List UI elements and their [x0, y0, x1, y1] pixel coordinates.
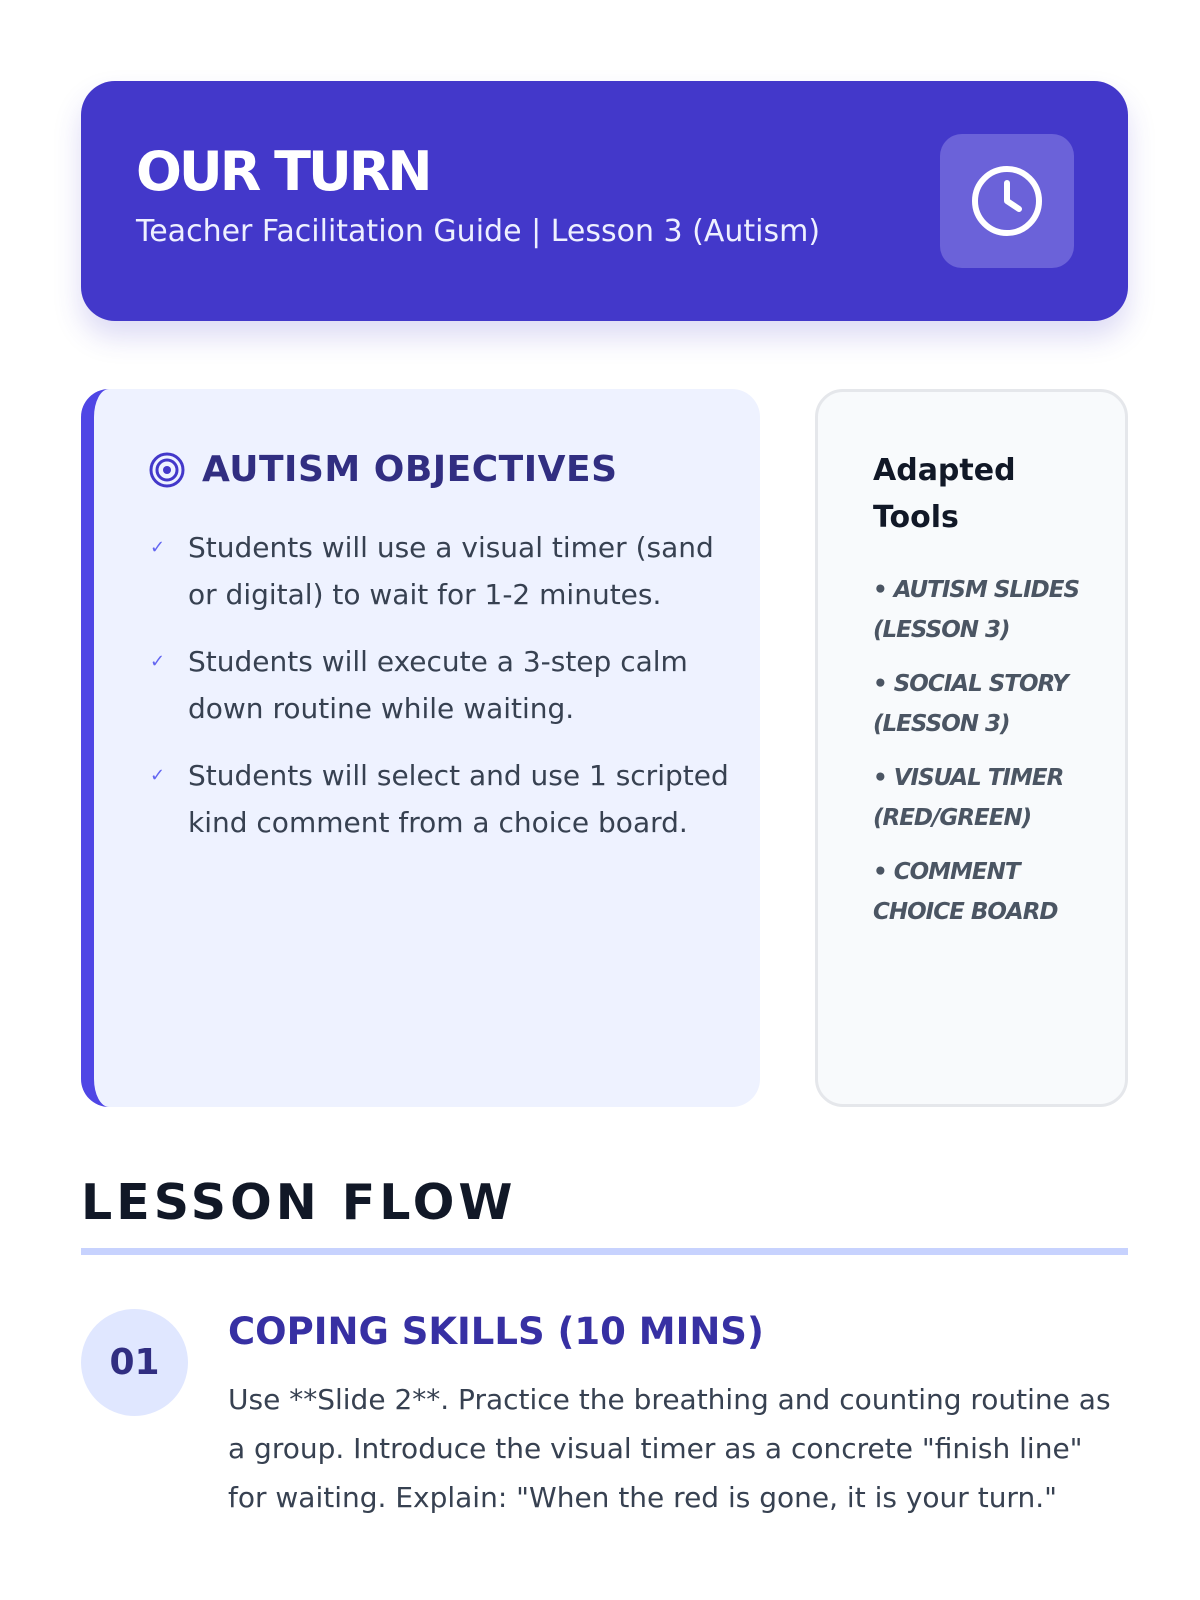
- page-subtitle: Teacher Facilitation Guide | Lesson 3 (Autism): [136, 214, 821, 249]
- objective-text: Students will use a visual timer (sand or digital) to wait for 1-2 minutes.: [188, 531, 714, 611]
- adapted-tools-list: [873, 570, 1103, 946]
- target-icon: [148, 451, 186, 489]
- step-title: COPING SKILLS (10 MINS): [228, 1310, 764, 1353]
- lesson-flow-divider: [81, 1248, 1128, 1255]
- step-number-badge: [81, 1309, 188, 1416]
- objective-item: [150, 638, 730, 732]
- tool-item: • SOCIAL STORY (LESSON 3): [873, 671, 1068, 737]
- objective-item: [150, 752, 730, 846]
- page-title: OUR TURN: [136, 140, 430, 203]
- page-header: [81, 81, 1128, 321]
- checkmark-icon: ✓: [150, 765, 166, 785]
- objectives-heading: [148, 449, 618, 490]
- objectives-heading-text: AUTISM OBJECTIVES: [202, 449, 618, 490]
- adapted-tools-card: [815, 389, 1128, 1107]
- checkmark-icon: ✓: [150, 537, 166, 557]
- lesson-flow-heading: LESSON FLOW: [81, 1174, 517, 1231]
- objective-text: Students will execute a 3-step calm down routine while waiting.: [188, 645, 688, 725]
- step-number: 01: [109, 1342, 160, 1383]
- tool-item: • AUTISM SLIDES (LESSON 3): [873, 577, 1080, 643]
- tool-item: • COMMENT CHOICE BOARD: [873, 859, 1058, 925]
- clock-icon: [969, 163, 1045, 239]
- objective-item: [150, 524, 730, 618]
- objectives-list: [150, 524, 730, 866]
- objective-text: Students will select and use 1 scripted kind comment from a choice board.: [188, 759, 729, 839]
- adapted-tools-title: Adapted Tools: [873, 453, 1016, 535]
- step-description: Use **Slide 2**. Practice the breathing and counting routine as a group. Introduce the visual timer as a concrete "finish line" for waiting. Explain: "When the red is gone, it is your turn.": [228, 1383, 1111, 1514]
- tool-item: • VISUAL TIMER (RED/GREEN): [873, 765, 1064, 831]
- checkmark-icon: ✓: [150, 651, 166, 671]
- objectives-card: [81, 389, 760, 1107]
- header-icon-box: [940, 134, 1074, 268]
